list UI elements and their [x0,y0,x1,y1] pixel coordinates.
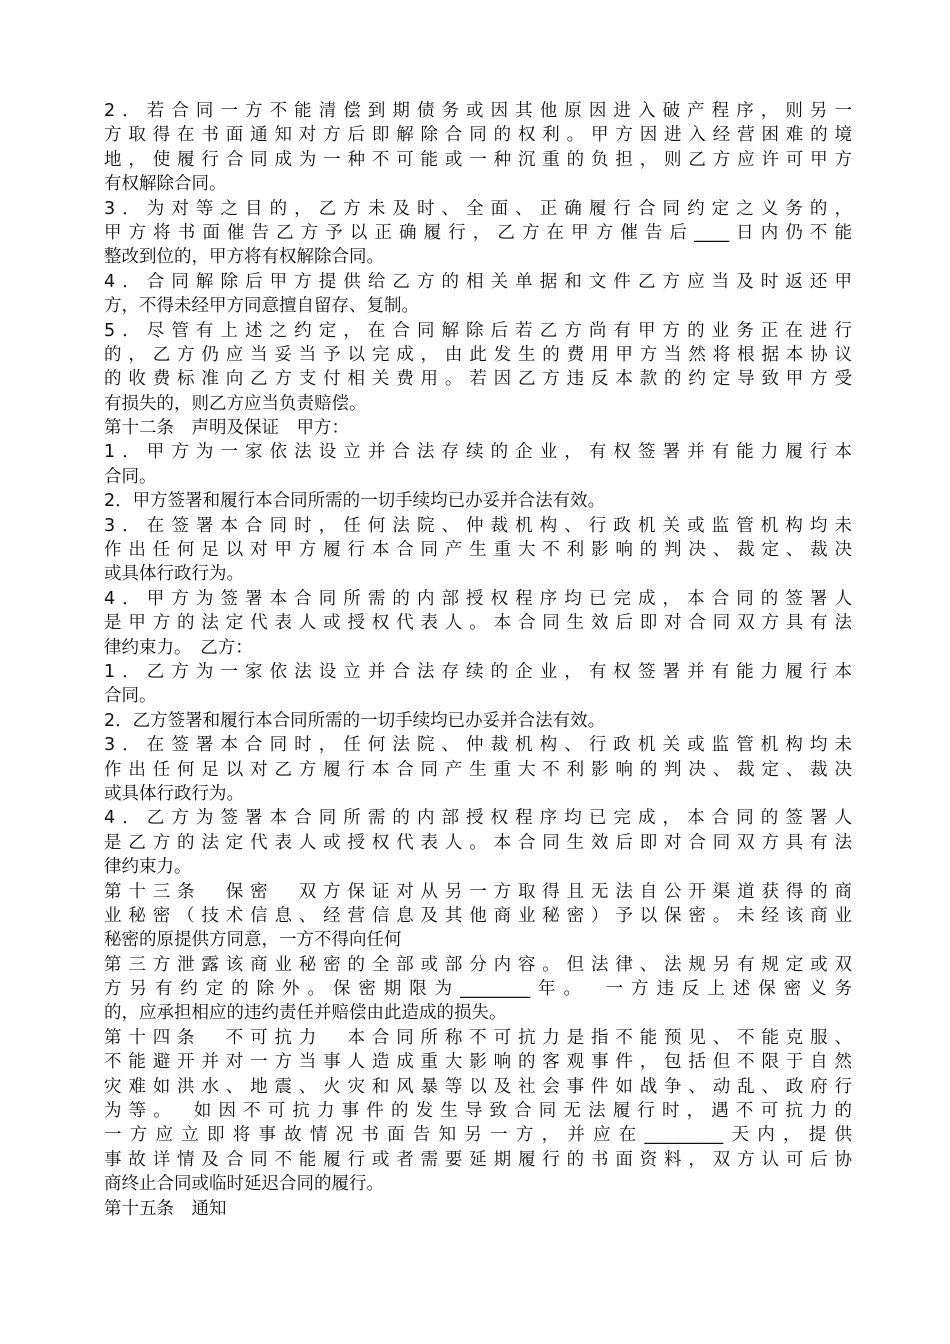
text-line: 不能避开并对一方当事人造成重大影响的客观事件，包括但不限于自然 [104,1052,852,1073]
text-line: 方另有约定的除外。保密期限为________年。 一方违反上述保密义务 [104,979,852,1000]
text-line: 作出任何足以对甲方履行本合同产生重大不利影响的判决、裁定、裁决 [104,540,852,561]
text-line: 是甲方的法定代表人或授权代表人。本合同生效后即对合同双方具有法 [104,613,852,634]
text-line: 甲方将书面催告乙方予以正确履行，乙方在甲方催告后____日内仍不能 [104,222,852,243]
text-line: 商终止合同或临时延迟合同的履行。 [104,1174,384,1195]
text-line: 为等。 如因不可抗力事件的发生导致合同无法履行时，遇不可抗力的 [104,1101,852,1122]
text-line: 第十三条 保密 双方保证对从另一方取得且无法自公开渠道获得的商 [104,881,852,902]
text-line: 第十二条 声明及保证 甲方： [104,418,349,439]
text-line: 业秘密（技术信息、经营信息及其他商业秘密）予以保密。未经该商业 [104,905,852,926]
text-line: 4．合同解除后甲方提供给乙方的相关单据和文件乙方应当及时返还甲 [104,271,852,292]
text-line: 或具体行政行为。 [104,783,244,804]
text-line: 律约束力。 [104,857,192,878]
text-line: 方，不得未经甲方同意擅自留存、复制。 [104,296,419,317]
text-line: 2．若合同一方不能清偿到期债务或因其他原因进入破产程序，则另一 [104,101,852,121]
text-line: 3．在签署本合同时，任何法院、仲裁机构、行政机关或监管机构均未 [104,515,852,536]
text-line: 4．甲方为签署本合同所需的内部授权程序均已完成，本合同的签署人 [104,588,852,609]
text-line: 1．甲方为一家依法设立并合法存续的企业，有权签署并有能力履行本 [104,442,852,463]
text-line: 地，使履行合同成为一种不可能或一种沉重的负担，则乙方应许可甲方 [104,149,852,170]
text-line: 灾难如洪水、地震、火灾和风暴等以及社会事件如战争、动乱、政府行 [104,1076,852,1097]
text-line: 1．乙方为一家依法设立并合法存续的企业，有权签署并有能力履行本 [104,661,852,682]
text-line: 5．尽管有上述之约定，在合同解除后若乙方尚有甲方的业务正在进行 [104,320,852,341]
text-line: 或具体行政行为。 [104,564,244,585]
text-line: 第十四条 不可抗力 本合同所称不可抗力是指不能预见、不能克服、 [104,1027,852,1048]
text-line: 2．乙方签署和履行本合同所需的一切手续均已办妥并合法有效。 [104,710,606,731]
text-line: 的收费标准向乙方支付相关费用。若因乙方违反本款的约定导致甲方受 [104,369,852,390]
text-line: 3．在签署本合同时，任何法院、仲裁机构、行政机关或监管机构均未 [104,735,852,756]
text-line: 方取得在书面通知对方后即解除合同的权利。甲方因进入经营困难的境 [104,125,852,146]
text-line: 是乙方的法定代表人或授权代表人。本合同生效后即对合同双方具有法 [104,832,852,853]
text-line: 作出任何足以对乙方履行本合同产生重大不利影响的判决、裁定、裁决 [104,759,852,780]
text-line: 合同。 [104,686,157,707]
text-line: 的，应承担相应的违约责任并赔偿由此造成的损失。 [104,1003,507,1024]
text-line: 的，乙方仍应当妥当予以完成，由此发生的费用甲方当然将根据本协议 [104,344,852,365]
text-line: 律约束力。 乙方： [104,637,253,658]
text-line: 第三方泄露该商业秘密的全部或部分内容。但法律、法规另有规定或双 [104,954,852,975]
contract-body [104,99,852,1221]
text-line: 4．乙方为签署本合同所需的内部授权程序均已完成，本合同的签署人 [104,808,852,829]
text-line: 2．甲方签署和履行本合同所需的一切手续均已办妥并合法有效。 [104,491,606,512]
text-line: 第十五条 通知 [104,1198,227,1219]
text-line: 整改到位的，甲方将有权解除合同。 [104,247,384,268]
text-line: 秘密的原提供方同意，一方不得向任何 [104,930,402,951]
text-line: 事故详情及合同不能履行或者需要延期履行的书面资料，双方认可后协 [104,1149,852,1170]
text-line: 一方应立即将事故情况书面告知另一方，并应在_________天内，提供 [104,1125,852,1146]
text-line: 有损失的，则乙方应当负责赔偿。 [104,393,367,414]
text-line: 有权解除合同。 [104,174,227,195]
text-line: 3．为对等之目的，乙方未及时、全面、正确履行合同约定之义务的， [104,198,852,219]
text-line: 合同。 [104,466,157,487]
